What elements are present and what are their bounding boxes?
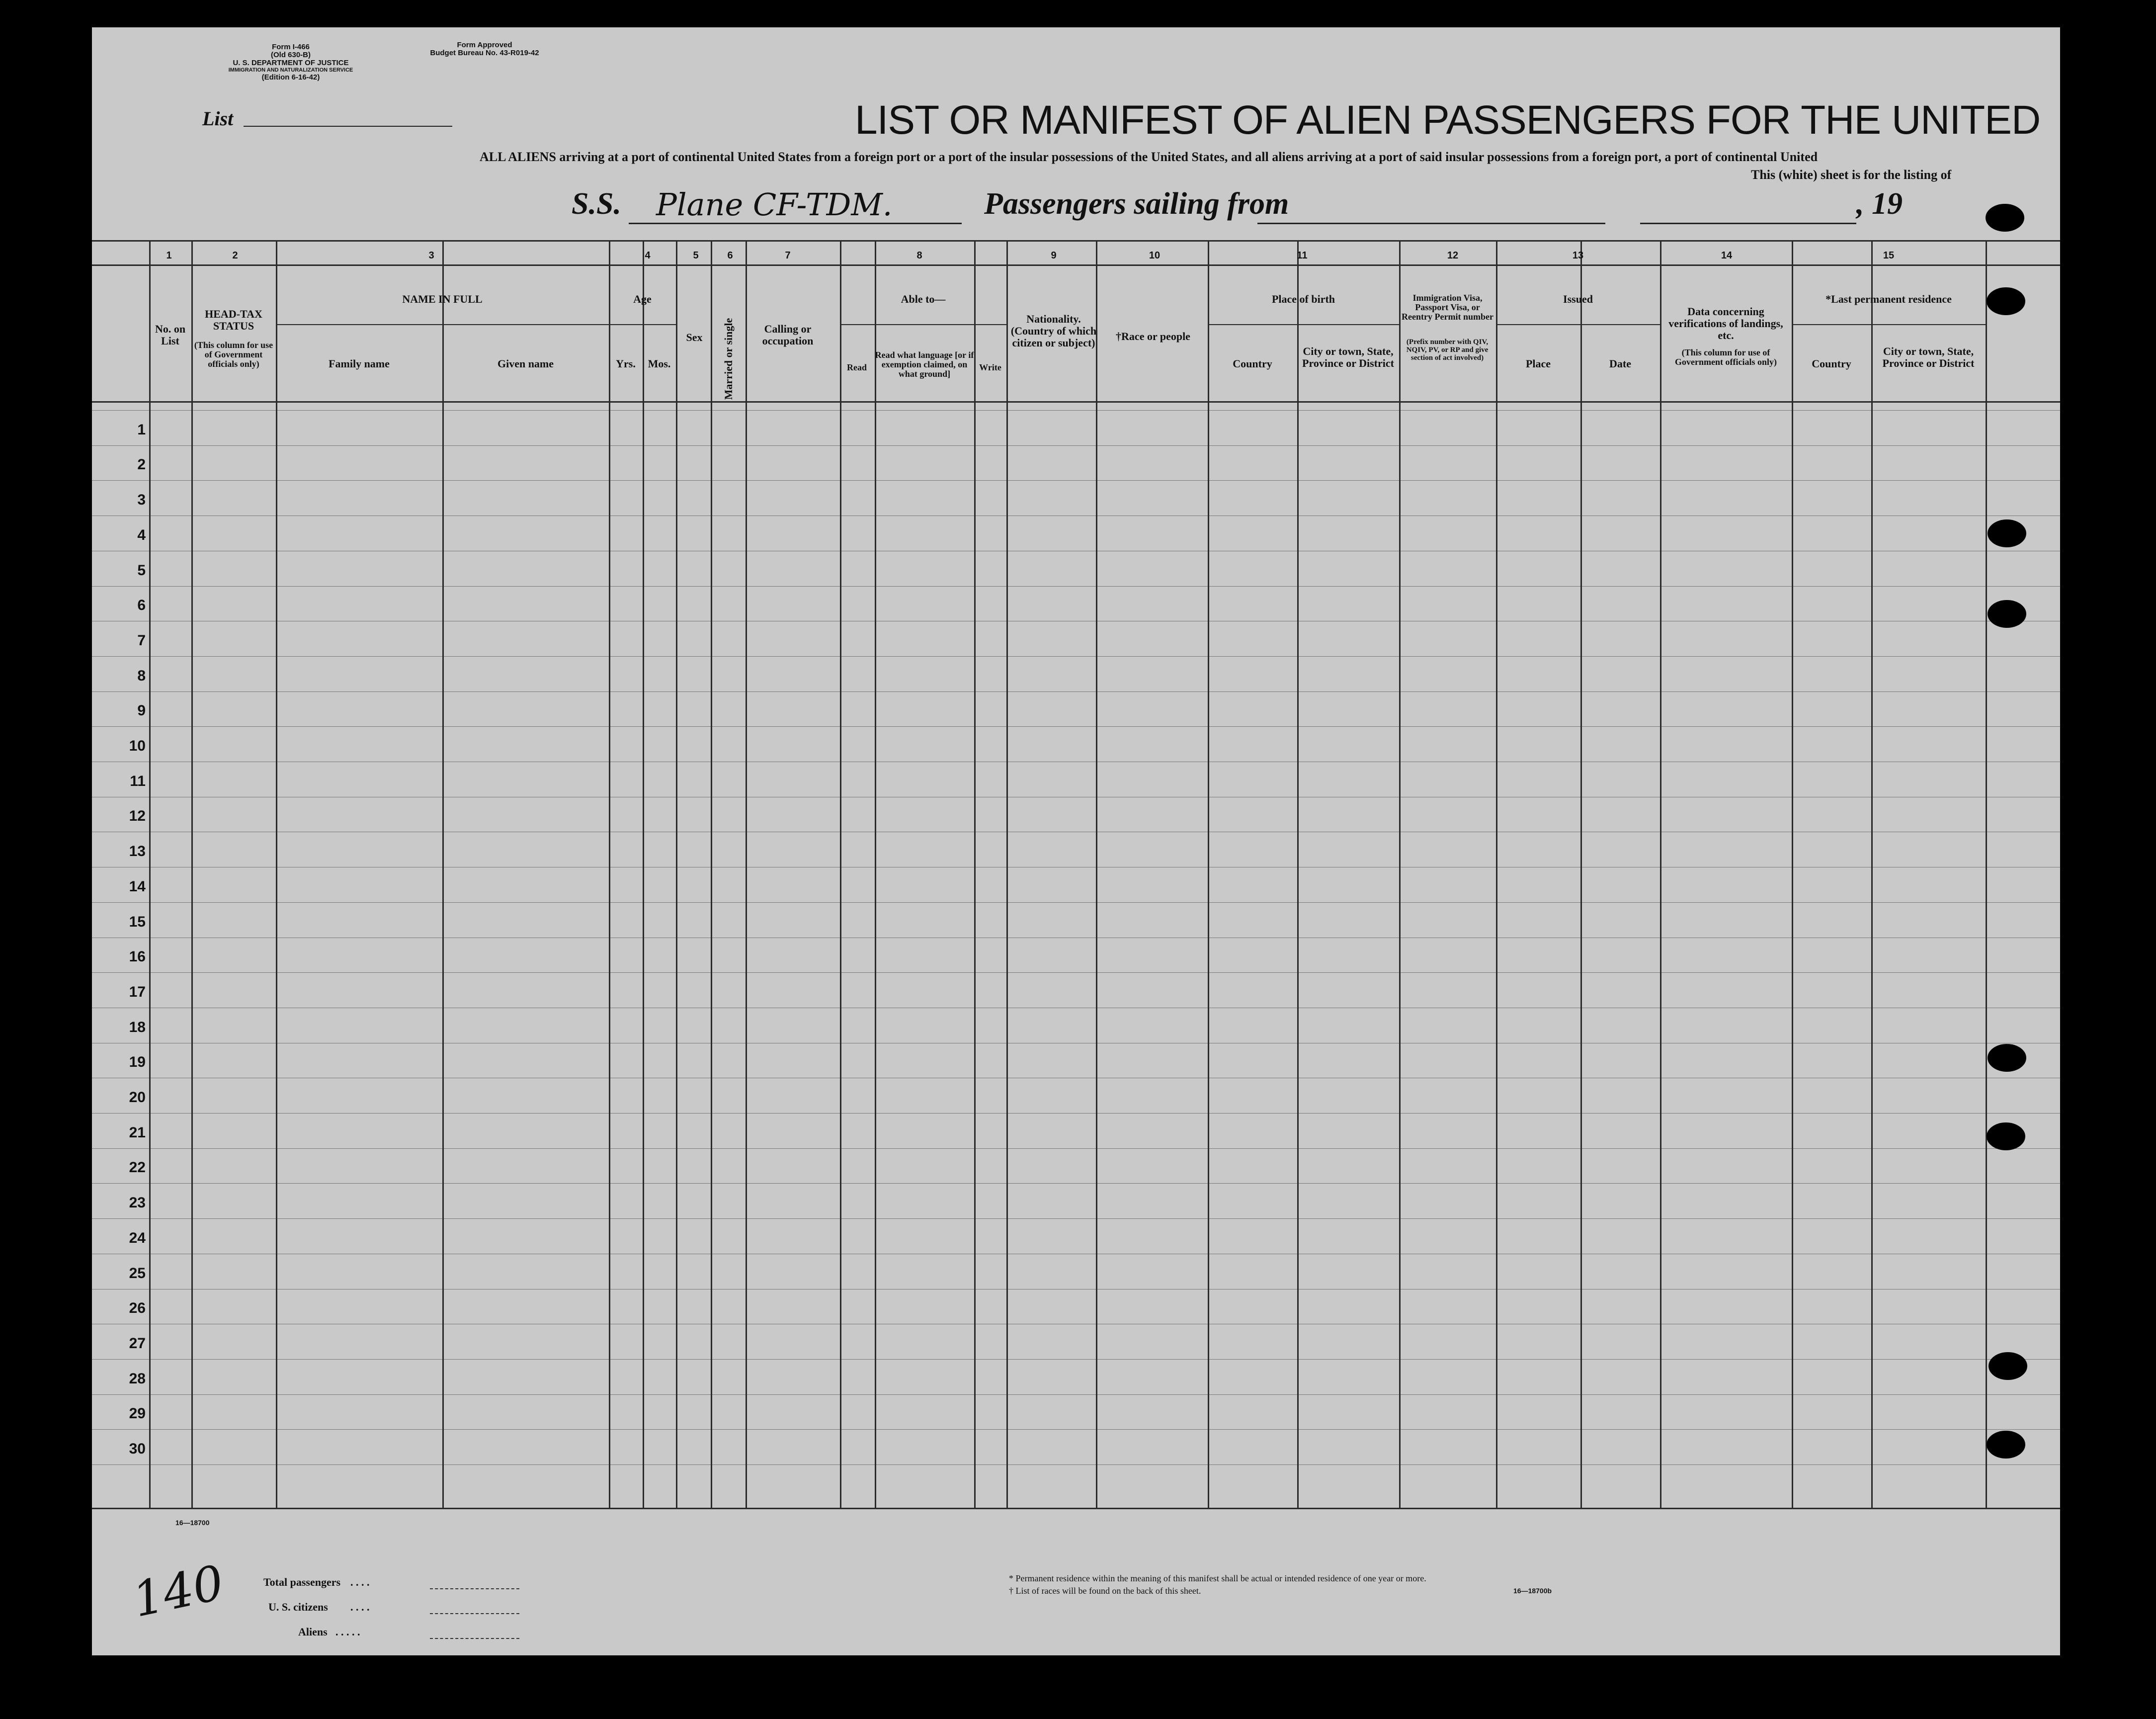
- print-code-left: 16—18700: [175, 1519, 210, 1527]
- issued-place-header: Place: [1525, 357, 1551, 370]
- vessel-name-handwritten[interactable]: Plane CF-TDM.: [656, 186, 893, 223]
- year-prefix: , 19: [1856, 187, 1903, 221]
- total-passengers-field[interactable]: [430, 1588, 519, 1589]
- column-number: 4: [645, 250, 651, 261]
- row-number: 13: [129, 843, 146, 860]
- department-name: U. S. DEPARTMENT OF JUSTICE: [233, 59, 349, 67]
- column-number: 11: [1297, 250, 1308, 261]
- column-number: 14: [1721, 250, 1733, 261]
- row-rule: [92, 1394, 2060, 1395]
- row-number: 5: [137, 562, 146, 579]
- column-number: 10: [1149, 250, 1161, 261]
- race-header: †Race or people: [1116, 330, 1190, 343]
- column-number: 2: [232, 250, 238, 261]
- aliens-leader: . . . . .: [335, 1626, 360, 1638]
- approval-label: Form Approved: [457, 41, 512, 49]
- column-line: [276, 241, 277, 1509]
- read-header: Read: [847, 362, 867, 372]
- row-number: 19: [129, 1054, 146, 1070]
- last-residence-header: *Last permanent residence: [1825, 293, 1952, 305]
- column-number: 5: [693, 250, 699, 261]
- visa-header: Immigration Visa, Passport Visa, or Reentry Permit number: [1402, 293, 1493, 322]
- rule-table-bottom: [92, 1508, 2060, 1509]
- row-number: 28: [129, 1371, 146, 1387]
- row-number: 2: [137, 456, 146, 473]
- row-number: 9: [137, 702, 146, 719]
- rule-colnums: [92, 264, 2060, 266]
- row-number: 16: [129, 948, 146, 965]
- row-number: 15: [129, 914, 146, 930]
- row-number: 26: [129, 1300, 146, 1316]
- budget-bureau-number: Budget Bureau No. 43-R019-42: [430, 49, 539, 57]
- row-rule: [92, 1429, 2060, 1430]
- visa-note: (Prefix number with QIV, NQIV, PV, or RP and give section of act involved): [1406, 338, 1489, 362]
- able-to-header: Able to—: [901, 293, 946, 305]
- age-years-header: Yrs.: [616, 357, 636, 370]
- rule-top: [92, 240, 2060, 242]
- column-line: [974, 241, 976, 1509]
- punch-hole: [1988, 600, 2026, 628]
- row-rule: [92, 480, 2060, 481]
- row-rule: [92, 1359, 2060, 1360]
- subheader-rule: [1208, 324, 1399, 325]
- row-rule: [92, 1183, 2060, 1184]
- form-edition: (Edition 6-16-42): [261, 73, 320, 82]
- row-number: 20: [129, 1089, 146, 1106]
- row-number: 22: [129, 1159, 146, 1176]
- row-rule: [92, 726, 2060, 727]
- family-name-header: Family name: [329, 357, 390, 370]
- aliens-label: Aliens: [298, 1626, 328, 1638]
- total-passengers-label: Total passengers: [263, 1576, 341, 1588]
- row-number: 3: [137, 492, 146, 508]
- name-in-full-header: NAME IN FULL: [402, 293, 483, 305]
- us-citizens-label: U. S. citizens: [268, 1601, 328, 1613]
- row-number: 24: [129, 1230, 146, 1246]
- column-number: 6: [727, 250, 733, 261]
- column-line: [1496, 241, 1497, 1509]
- column-line: [1660, 241, 1661, 1509]
- column-number: 3: [428, 250, 434, 261]
- row-rule: [92, 902, 2060, 903]
- row-number: 27: [129, 1335, 146, 1352]
- row-number: 30: [129, 1441, 146, 1457]
- row-number: 14: [129, 878, 146, 895]
- place-of-birth-header: Place of birth: [1271, 293, 1335, 305]
- column-line: [643, 241, 644, 1509]
- row-rule: [92, 1464, 2060, 1465]
- column-line: [746, 241, 747, 1509]
- row-rule: [92, 1113, 2060, 1114]
- row-rule: [92, 972, 2060, 973]
- column-line: [1399, 241, 1401, 1509]
- row-number: 25: [129, 1265, 146, 1282]
- row-rule: [92, 1218, 2060, 1219]
- subheader-rule: [1496, 324, 1660, 325]
- list-label: List: [202, 107, 234, 130]
- column-line: [1792, 241, 1793, 1509]
- row-rule: [92, 410, 2060, 411]
- sex-header: Sex: [686, 331, 703, 344]
- calling-header: Calling or occupation: [762, 323, 814, 347]
- subheader-rule: [1792, 324, 1986, 325]
- birth-country-header: Country: [1233, 357, 1272, 370]
- write-header: Write: [979, 362, 1001, 372]
- read-language-header: Read what language [or if exemption claimed, on what ground]: [875, 350, 974, 379]
- form-number: Form I-466: [272, 43, 310, 51]
- punch-hole: [1987, 1431, 2025, 1459]
- column-line: [1096, 241, 1097, 1509]
- column-line: [1006, 241, 1008, 1509]
- footnote-print-code: 16—18700b: [1513, 1587, 1552, 1595]
- manifest-sheet: [92, 27, 2060, 1655]
- sailing-from-label: Passengers sailing from: [984, 187, 1289, 221]
- row-number: 21: [129, 1124, 146, 1141]
- punch-hole: [1986, 204, 2024, 232]
- row-rule: [92, 1148, 2060, 1149]
- row-number: 23: [129, 1195, 146, 1211]
- row-number: 1: [137, 422, 146, 438]
- nationality-header: Nationality. (Country of which citizen or subject): [1010, 313, 1097, 349]
- column-line: [875, 241, 876, 1509]
- total-passengers-leader: . . . .: [350, 1576, 370, 1588]
- rule-header-bottom: [92, 401, 2060, 403]
- column-number: 1: [166, 250, 172, 261]
- aliens-field[interactable]: [430, 1638, 519, 1639]
- column-line: [191, 241, 193, 1509]
- column-number: 9: [1051, 250, 1057, 261]
- column-line: [1871, 241, 1873, 1509]
- handwritten-count[interactable]: 140: [128, 1554, 229, 1628]
- form-title: LIST OR MANIFEST OF ALIEN PASSENGERS FOR THE UNITED: [855, 97, 2041, 143]
- row-number: 4: [137, 527, 146, 543]
- row-rule: [92, 586, 2060, 587]
- column-line: [442, 241, 444, 1509]
- column-line: [1297, 241, 1299, 1509]
- row-rule: [92, 656, 2060, 657]
- subheader-rule: [840, 324, 1006, 325]
- column-line: [711, 241, 712, 1509]
- column-line: [676, 241, 677, 1509]
- row-number: 18: [129, 1019, 146, 1035]
- row-number: 29: [129, 1405, 146, 1422]
- row-number: 6: [137, 597, 146, 613]
- column-number: 8: [916, 250, 922, 261]
- column-line: [1580, 241, 1582, 1509]
- issued-header: Issued: [1563, 293, 1593, 305]
- age-header: Age: [633, 293, 652, 305]
- residence-country-header: Country: [1812, 357, 1851, 370]
- us-citizens-leader: . . . .: [350, 1601, 370, 1613]
- service-name: IMMIGRATION AND NATURALIZATION SERVICE: [228, 67, 353, 73]
- punch-hole: [1989, 1352, 2027, 1380]
- ss-label: S.S.: [572, 187, 621, 221]
- column-line: [1986, 241, 1987, 1509]
- column-line: [840, 241, 841, 1509]
- intro-text-line-2: This (white) sheet is for the listing of: [1751, 168, 1952, 182]
- no-on-list-header: No. on List: [155, 323, 186, 347]
- age-months-header: Mos.: [648, 357, 671, 370]
- row-number: 17: [129, 984, 146, 1000]
- landings-header: Data concerning verifications of landings, etc.: [1668, 305, 1783, 342]
- punch-hole: [1987, 287, 2025, 315]
- column-line: [609, 241, 610, 1509]
- column-number: 12: [1447, 250, 1459, 261]
- manifest-grid: [92, 27, 2060, 1655]
- row-rule: [92, 445, 2060, 446]
- row-number: 10: [129, 738, 146, 754]
- given-name-header: Given name: [497, 357, 554, 370]
- footnote-permanent-residence: * Permanent residence within the meaning of this manifest shall be actual or intended residence of one year or more.: [1009, 1573, 1426, 1583]
- us-citizens-field[interactable]: [430, 1613, 519, 1614]
- column-line: [149, 241, 151, 1509]
- footnote-races: † List of races will be found on the back of this sheet.: [1009, 1586, 1201, 1596]
- column-number: 7: [785, 250, 791, 261]
- row-rule: [92, 691, 2060, 692]
- form-old-number: (Old 630-B): [270, 51, 311, 59]
- row-number: 11: [130, 773, 146, 789]
- intro-text-line-1: ALL ALIENS arriving at a port of continental United States from a foreign port or a port of the insular possessions of the United States, and all aliens arriving at a port of said insular possessions from a foreign port, a port of continental United: [480, 150, 1818, 164]
- row-number: 12: [129, 808, 146, 824]
- landings-note: (This column for use of Government officials only): [1675, 347, 1777, 367]
- issued-date-header: Date: [1609, 357, 1631, 370]
- head-tax-note: (This column for use of Government officials only): [194, 340, 273, 369]
- residence-city-header: City or town, State, Province or District: [1882, 345, 1975, 369]
- head-tax-header: HEAD-TAX STATUS: [205, 308, 262, 332]
- punch-hole: [1987, 1122, 2025, 1150]
- row-number: 7: [137, 632, 146, 649]
- column-line: [1208, 241, 1209, 1509]
- row-number: 8: [137, 668, 146, 684]
- birth-city-header: City or town, State, Province or District: [1302, 345, 1394, 369]
- column-number: 15: [1883, 250, 1895, 261]
- married-or-single-header: Married or single: [722, 318, 735, 400]
- punch-hole: [1988, 519, 2026, 547]
- column-number: 13: [1572, 250, 1584, 261]
- punch-hole: [1988, 1044, 2026, 1072]
